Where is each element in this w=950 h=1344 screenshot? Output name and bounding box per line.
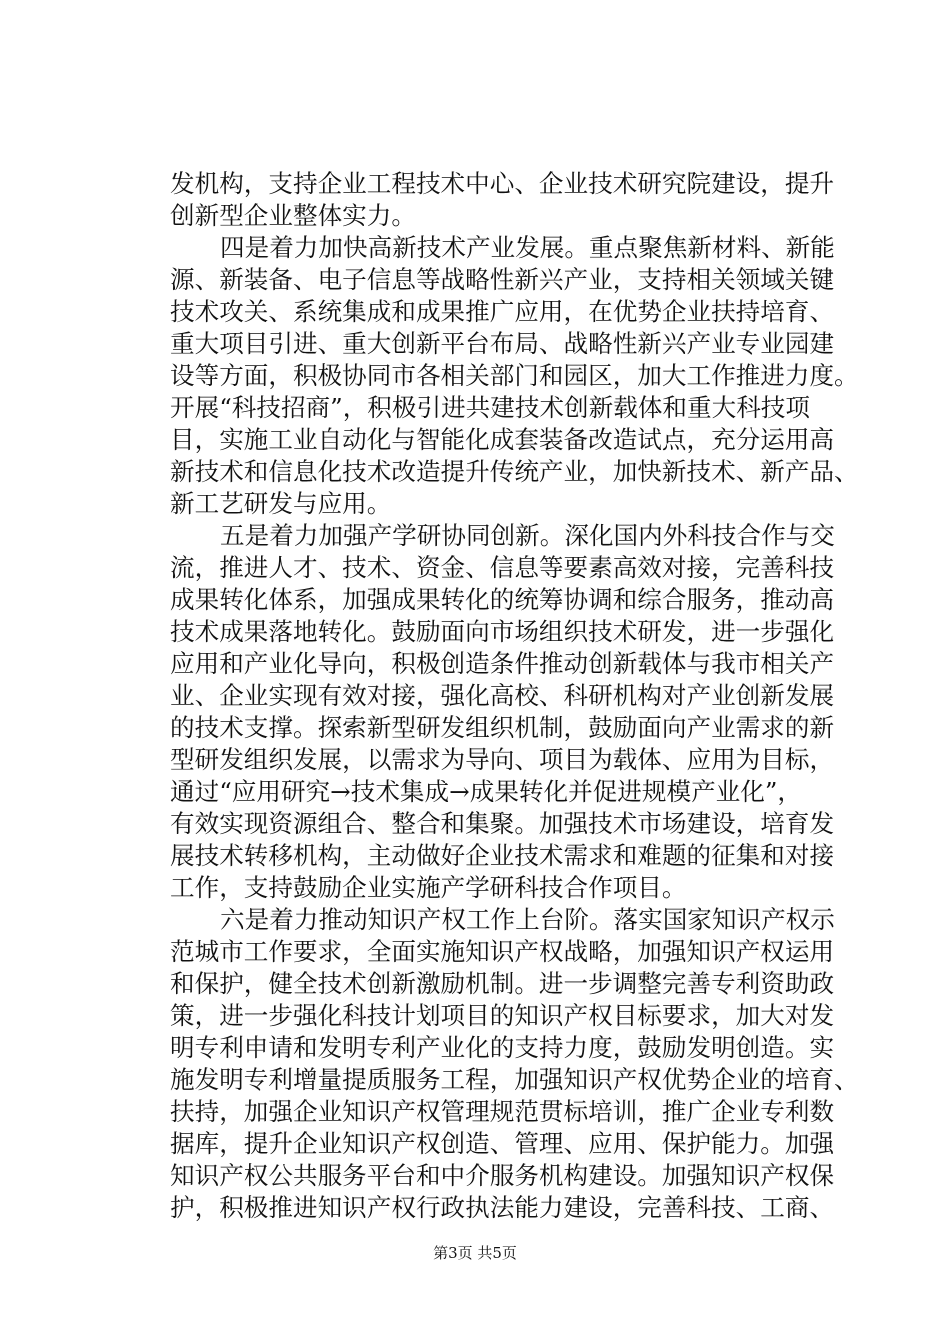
text-line: 设等方面，积极协同市各相关部门和园区，加大工作推进力度。 (170, 361, 859, 390)
text-line: 创新型企业整体实力。 (170, 201, 416, 230)
text-line: 应用和产业化导向，积极创造条件推动创新载体与我市相关产 (170, 649, 835, 678)
text-line: 成果转化体系，加强成果转化的统筹协调和综合服务，推动高 (170, 585, 835, 614)
text-line: 扶持，加强企业知识产权管理规范贯标培训，推广企业专利数 (170, 1097, 835, 1126)
text-line: 发机构，支持企业工程技术中心、企业技术研究院建设，提升 (170, 169, 835, 198)
text-line: 新技术和信息化技术改造提升传统产业，加快新技术、新产品、 (170, 457, 859, 486)
text-line: 开展“科技招商”，积极引进共建技术创新载体和重大科技项 (170, 393, 810, 422)
text-line: 和保护，健全技术创新激励机制。进一步调整完善专利资助政 (170, 969, 835, 998)
text-line: 知识产权公共服务平台和中介服务机构建设。加强知识产权保 (170, 1161, 835, 1190)
text-line: 型研发组织发展，以需求为导向、项目为载体、应用为目标， (170, 745, 835, 774)
text-line: 技术攻关、系统集成和成果推广应用，在优势企业扶持培育、 (170, 297, 835, 326)
text-line: 策，进一步强化科技计划项目的知识产权目标要求，加大对发 (170, 1001, 835, 1030)
text-line: 目，实施工业自动化与智能化成套装备改造试点，充分运用高 (170, 425, 835, 454)
text-line: 的技术支撑。探索新型研发组织机制，鼓励面向产业需求的新 (170, 713, 835, 742)
text-line: 据库，提升企业知识产权创造、管理、应用、保护能力。加强 (170, 1129, 835, 1158)
text-line: 通过“应用研究→技术集成→成果转化并促进规模产业化”， (170, 777, 803, 806)
text-line: 有效实现资源组合、整合和集聚。加强技术市场建设，培育发 (170, 809, 835, 838)
text-line: 流，推进人才、技术、资金、信息等要素高效对接，完善科技 (170, 553, 835, 582)
text-line: 源、新装备、电子信息等战略性新兴产业，支持相关领域关键 (170, 265, 835, 294)
text-line: 业、企业实现有效对接，强化高校、科研机构对产业创新发展 (170, 681, 835, 710)
text-line: 施发明专利增量提质服务工程，加强知识产权优势企业的培育、 (170, 1065, 859, 1094)
text-line: 展技术转移机构，主动做好企业技术需求和难题的征集和对接 (170, 841, 835, 870)
text-line: 工作，支持鼓励企业实施产学研科技合作项目。 (170, 873, 687, 902)
text-line: 明专利申请和发明专利产业化的支持力度，鼓励发明创造。实 (170, 1033, 835, 1062)
paragraph-start-line: 五是着力加强产学研协同创新。深化国内外科技合作与交 (220, 521, 835, 550)
paragraph-start-line: 四是着力加快高新技术产业发展。重点聚焦新材料、新能 (220, 233, 835, 262)
paragraph-start-line: 六是着力推动知识产权工作上台阶。落实国家知识产权示 (220, 905, 835, 934)
text-line: 护，积极推进知识产权行政执法能力建设，完善科技、工商、 (170, 1193, 835, 1222)
text-line: 技术成果落地转化。鼓励面向市场组织技术研发，进一步强化 (170, 617, 835, 646)
text-line: 范城市工作要求，全面实施知识产权战略，加强知识产权运用 (170, 937, 835, 966)
text-line: 新工艺研发与应用。 (170, 489, 392, 518)
page-number: 第3页 共5页 (433, 1244, 517, 1262)
text-line: 重大项目引进、重大创新平台布局、战略性新兴产业专业园建 (170, 329, 835, 358)
